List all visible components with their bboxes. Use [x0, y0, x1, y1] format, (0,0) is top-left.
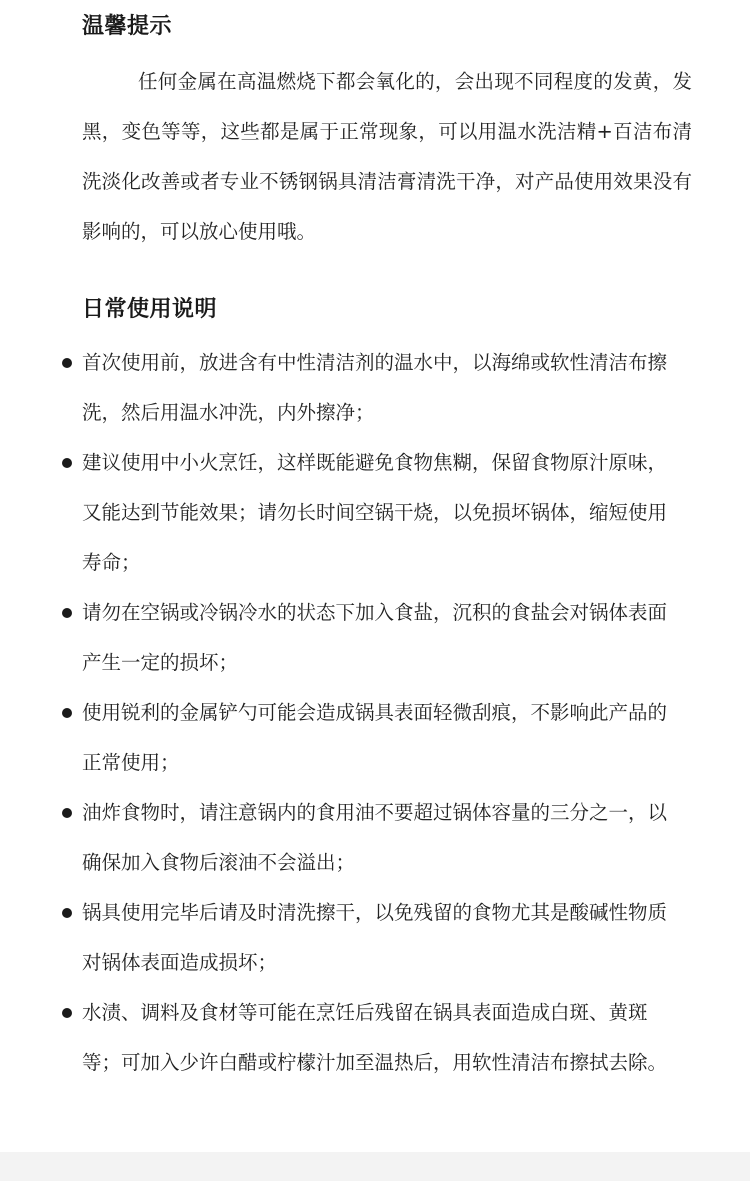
usage-list: [0, 338, 750, 1088]
usage-item-text: 首次使用前，放进含有中性清洁剂的温水中，以海绵或软性清洁布擦洗，然后用温水冲洗，内外擦净；: [82, 351, 668, 424]
bullet-icon: [62, 358, 72, 368]
tip-title: 温馨提示: [82, 14, 173, 39]
bullet-icon: [62, 1008, 72, 1018]
usage-item-text: 建议使用中小火烹饪，这样既能避免食物焦糊，保留食物原汁原味，又能达到节能效果；请勿长时间空锅干烧，以免损坏锅体，缩短使用寿命；: [82, 451, 668, 574]
bullet-icon: [62, 908, 72, 918]
list-item: [0, 438, 682, 588]
usage-item-text: 使用锐利的金属铲勺可能会造成锅具表面轻微刮痕，不影响此产品的正常使用；: [82, 701, 668, 774]
bullet-icon: [62, 458, 72, 468]
bullet-icon: [62, 708, 72, 718]
usage-item-text: 请勿在空锅或冷锅冷水的状态下加入食盐，沉积的食盐会对锅体表面产生一定的损坏；: [82, 601, 668, 674]
bullet-icon: [62, 608, 72, 618]
bullet-icon: [62, 808, 72, 818]
tip-paragraph: 任何金属在高温燃烧下都会氧化的，会出现不同程度的发黄，发黑，变色等等，这些都是属于正常现象，可以用温水洗洁精+百洁布清洗淡化改善或者专业不锈钢锅具清洁膏清洗干净，对产品使用效果没有影响的，可以放心使用哦。: [82, 70, 692, 243]
list-item: [0, 338, 682, 438]
usage-item-text: 油炸食物时，请注意锅内的食用油不要超过锅体容量的三分之一，以确保加入食物后滚油不会溢出；: [82, 801, 668, 874]
list-item: [0, 888, 682, 988]
usage-item-text: 水渍、调料及食材等可能在烹饪后残留在锅具表面造成白斑、黄斑等；可加入少许白醋或柠檬汁加至温热后，用软性清洁布擦拭去除。: [82, 1001, 668, 1074]
list-item: [0, 588, 682, 688]
list-item: [0, 988, 682, 1088]
footer-band: [0, 1152, 750, 1181]
list-item: [0, 688, 682, 788]
usage-item-text: 锅具使用完毕后请及时清洗擦干，以免残留的食物尤其是酸碱性物质对锅体表面造成损坏；: [82, 901, 668, 974]
list-item: [0, 788, 682, 888]
usage-title: 日常使用说明: [82, 297, 218, 322]
